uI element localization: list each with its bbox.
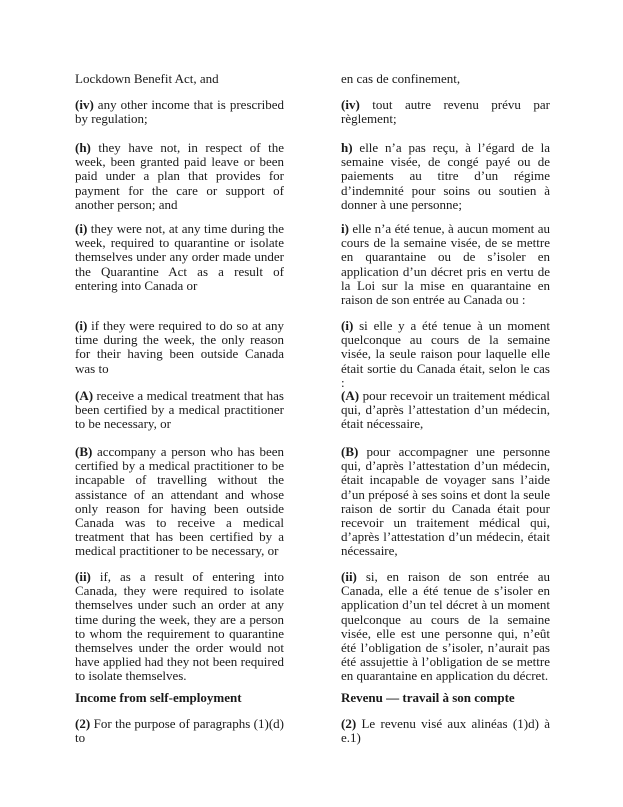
en-subparagraph-i (75, 319, 284, 376)
fr-paragraph-h (341, 141, 550, 212)
en-label: (h) (75, 140, 91, 155)
fr-subparagraph-i (341, 319, 550, 390)
en-text: if, as a result of entering into Canada, they were required to isolate themselves under such an order at any time during the week, they are a person to whom the requirement to quarantine themselves under the order would not have applied had they not been required to isolate themselves. (75, 569, 284, 684)
en-label: (A) (75, 388, 94, 403)
fr-section-heading: Revenu — travail à son compte (341, 690, 515, 705)
fr-text: pour recevoir un traitement médical qui, d’après l’attestation d’un médecin, était nécessaire, (341, 388, 550, 432)
fr-label: (ii) (341, 569, 357, 584)
fr-text: si elle y a été tenue à un moment quelconque au cours de la semaine visée, la seule raison pour laquelle elle était sortie du Canada était, selon le cas : (341, 318, 550, 390)
fr-paragraph-i (341, 222, 550, 307)
en-subparagraph-ii (75, 570, 284, 684)
fr-clause-b (341, 445, 550, 559)
en-text: any other income that is prescribed by regulation; (75, 97, 284, 127)
en-text: For the purpose of paragraphs (1)(d) to (75, 716, 284, 746)
en-text: Lockdown Benefit Act, and (75, 71, 219, 86)
en-section-heading: Income from self-employment (75, 690, 242, 705)
fr-clause-a (341, 389, 550, 432)
fr-label: h) (341, 140, 353, 155)
fr-text: tout autre revenu prévu par règlement; (341, 97, 550, 127)
fr-subsection-2 (341, 717, 550, 745)
fr-subparagraph-ii (341, 570, 550, 684)
en-label: (2) (75, 716, 91, 731)
fr-text: si, en raison de son entrée au Canada, elle a été tenue de s’isoler en application d’un tel décret à un moment quelconque au cours de la semaine visée, elle est une personne qui, n’eût été l’obligation de s’isoler, n’aurait pas été assujettie à l’obligation de se mettre en quarantaine en application du décret. (341, 569, 550, 684)
fr-label: i) (341, 221, 349, 236)
fr-text: elle n’a été tenue, à aucun moment au cours de la semaine visée, de se mettre en quarantaine ou de s’isoler en application d’un décret pris en vertu de la Loi sur la mise en quarantaine en raison de son entrée au Canada ou : (341, 221, 550, 308)
en-label: (ii) (75, 569, 91, 584)
en-text: they were not, at any time during the week, required to quarantine or isolate themselves under any order made under the Quarantine Act as a result of entering into Canada or (75, 221, 284, 293)
en-paragraph-h (75, 141, 284, 212)
fr-paragraph-iv (341, 98, 550, 126)
fr-label: (iv) (341, 97, 360, 112)
fr-paragraph-continuation (341, 72, 550, 86)
en-label: (iv) (75, 97, 94, 112)
en-label: (i) (75, 318, 88, 333)
en-text: receive a medical treatment that has been certified by a medical practitioner to be necessary, or (75, 388, 284, 432)
en-clause-b (75, 445, 284, 559)
en-text: if they were required to do so at any time during the week, the only reason for their having been outside Canada was to (75, 318, 284, 376)
fr-label: (i) (341, 318, 354, 333)
en-clause-a (75, 389, 284, 432)
en-text: accompany a person who has been certified by a medical practitioner to be incapable of travelling without the assistance of an attendant and whose only reason for having been outside Canada was to receive a medical treatment that has been certified by a medical practitioner to be necessary, or (75, 444, 284, 559)
en-label: (B) (75, 444, 93, 459)
en-text: they have not, in respect of the week, been granted paid leave or been paid under a plan that provides for payment for the care or support of another person; and (75, 140, 284, 212)
en-paragraph-continuation (75, 72, 284, 86)
fr-label: (A) (341, 388, 360, 403)
fr-text: pour accompagner une personne qui, d’après l’attestation d’un médecin, était incapable de voyager sans l’aide d’un préposé à ses soins et dont la seule raison de sortir du Canada était pour recevoir un traitement médical qui, d’après l’attestation d’un médecin, était nécessaire, (341, 444, 550, 559)
fr-label: (B) (341, 444, 359, 459)
fr-label: (2) (341, 716, 357, 731)
en-subsection-2 (75, 717, 284, 745)
fr-text: en cas de confinement, (341, 71, 461, 86)
en-paragraph-iv (75, 98, 284, 126)
en-label: (i) (75, 221, 88, 236)
fr-text: Le revenu visé aux alinéas (1)d) à e.1) (341, 716, 550, 746)
fr-text: elle n’a pas reçu, à l’égard de la semaine visée, de congé payé ou de paiements au titre d’un régime d’indemnité pour soins ou soutien à donner à une personne; (341, 140, 550, 212)
en-paragraph-i (75, 222, 284, 293)
